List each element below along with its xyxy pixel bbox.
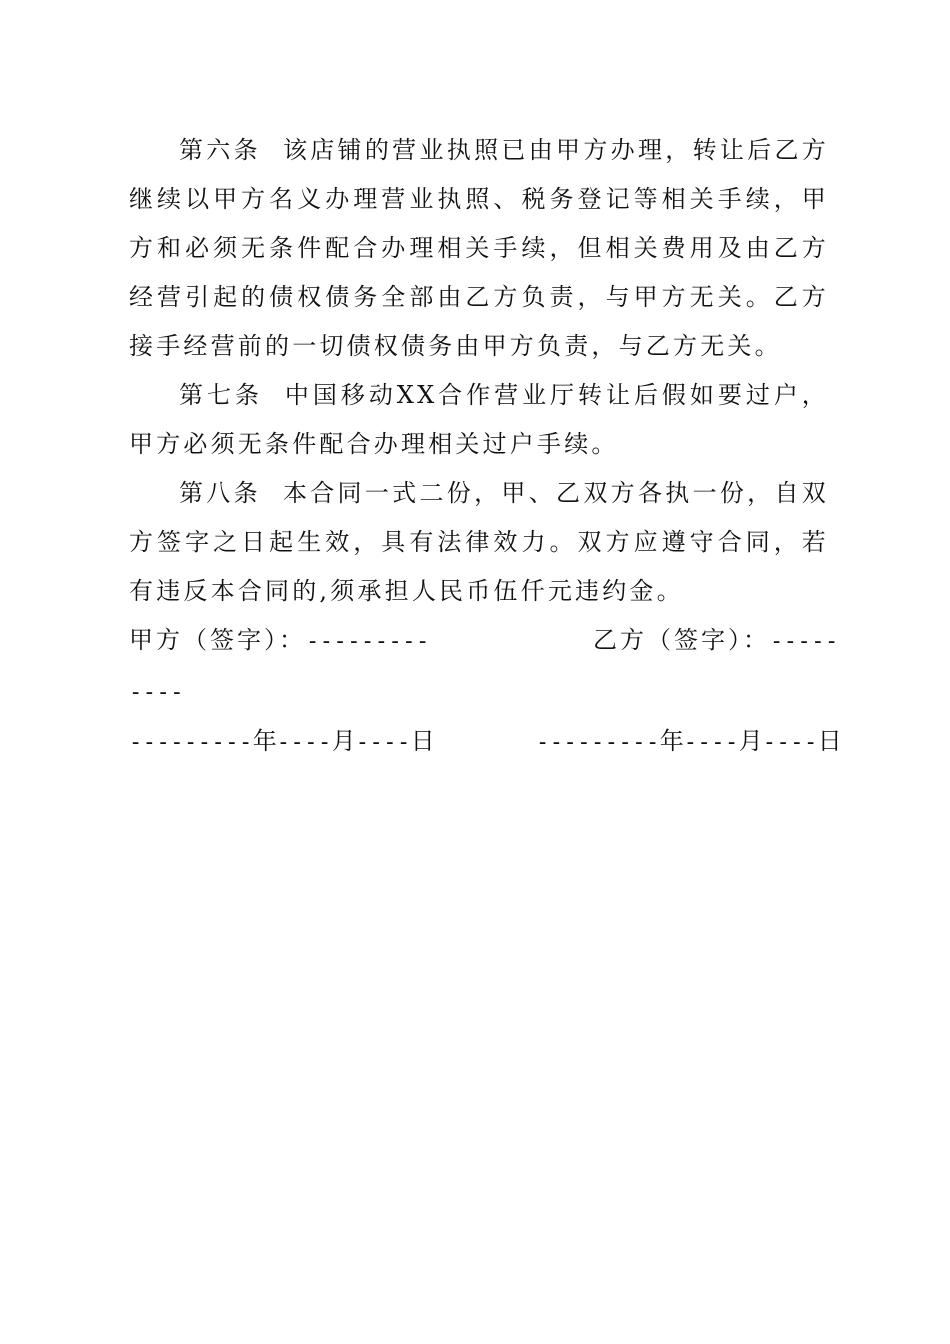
party-a-label: 甲方（签字）： xyxy=(129,626,306,654)
contract-body xyxy=(129,126,842,766)
party-b-year-blank: --------- xyxy=(536,730,660,755)
party-b-date xyxy=(536,717,842,767)
party-a-year-blank: --------- xyxy=(129,730,253,755)
article-7-text: 中国移动XX合作营业厅转让后假如要过户，甲方必须无条件配合办理相关过户手续。 xyxy=(129,381,829,458)
party-a-signature-blank: --------- xyxy=(306,629,430,654)
party-a-year-label: 年 xyxy=(252,727,277,755)
party-a-date xyxy=(129,717,435,767)
party-b-label: 乙方（签字）： xyxy=(593,626,770,654)
party-b-month-blank: ---- xyxy=(683,730,739,755)
party-b-month-label: 月 xyxy=(738,727,763,755)
article-6-text: 该店铺的营业执照已由甲方办理，转让后乙方继续以甲方名义办理营业执照、税务登记等相关手续，甲方和必须无条件配合办理相关手续，但相关费用及由乙方经营引起的债权债务全部由乙方负责，与甲方无关。乙方接手经营前的一切债权债务由甲方负责，与乙方无关。 xyxy=(129,136,830,360)
article-6-number: 第六条 xyxy=(179,136,261,164)
article-8 xyxy=(129,469,829,616)
article-7 xyxy=(129,371,829,469)
date-row xyxy=(129,717,842,766)
party-b-signature-blank: ----- xyxy=(770,629,839,654)
signature-row xyxy=(129,616,839,665)
signature-blank-wrap-row xyxy=(129,665,829,717)
party-b-year-label: 年 xyxy=(659,727,684,755)
party-a-month-label: 月 xyxy=(331,727,356,755)
article-8-number: 第八条 xyxy=(179,479,261,507)
party-b-day-blank: ---- xyxy=(762,730,818,755)
article-7-number: 第七条 xyxy=(179,381,263,409)
party-b-signature xyxy=(593,616,839,666)
article-6 xyxy=(129,126,829,371)
party-b-day-label: 日 xyxy=(817,727,842,755)
party-b-signature-blank-wrap: ---- xyxy=(129,680,184,705)
party-a-day-blank: ---- xyxy=(355,730,411,755)
party-a-day-label: 日 xyxy=(410,727,435,755)
party-a-signature xyxy=(129,616,430,666)
party-a-month-blank: ---- xyxy=(276,730,332,755)
article-8-text: 本合同一式二份，甲、乙双方各执一份，自双方签字之日起生效，具有法律效力。双方应遵守合同，若有违反本合同的,须承担人民币伍仟元违约金。 xyxy=(129,479,830,605)
